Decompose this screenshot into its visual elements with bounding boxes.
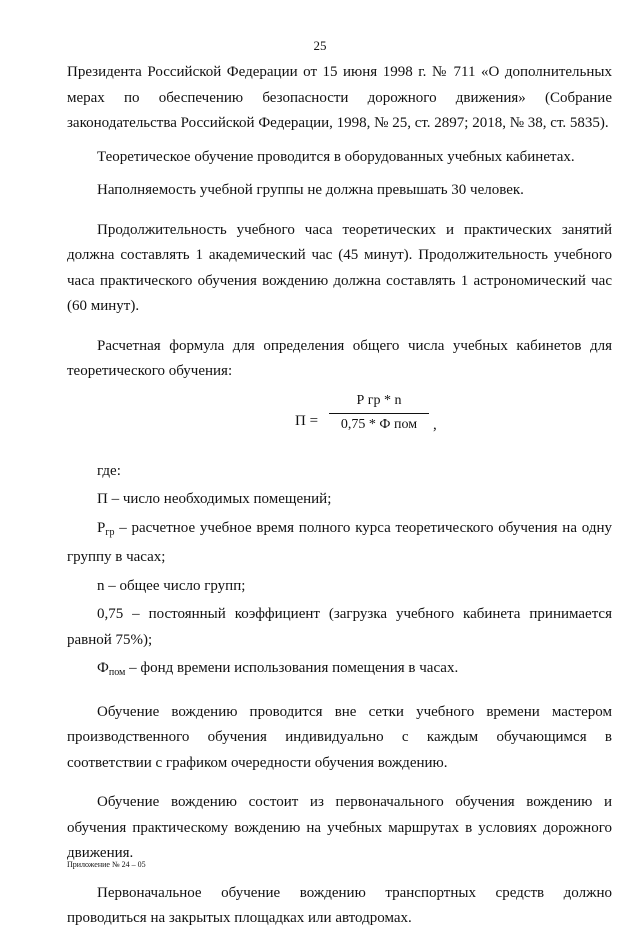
definition-study-time: [67, 516, 612, 571]
symbol-p: Р: [97, 519, 106, 536]
definition-time-fund: [67, 656, 612, 686]
classroom-count-formula: [67, 391, 612, 451]
definition-groups: n – общее число групп;: [97, 577, 246, 594]
paragraph-group-size: Наполняемость учебной группы не должна превышать 30 человек.: [97, 182, 524, 198]
paragraph-driving-structure: Обучение вождению состоит из первоначального обучения вождению и обучения практическому вождению на учебных маршрутах в условиях дорожного движения.: [67, 794, 612, 861]
page-number: 25: [313, 38, 327, 53]
formula-fraction: [329, 391, 429, 436]
paragraph-theory-classrooms: Теоретическое обучение проводится в оборудованных учебных кабинетах.: [97, 148, 575, 165]
symbol-f-subscript: пом: [108, 667, 126, 678]
symbol-f: Ф: [97, 660, 109, 676]
footer-annex: Приложение № 24 – 05: [67, 860, 146, 869]
definition-rooms: П – число необходимых помещений;: [97, 491, 332, 507]
definition-time-fund-text: – фонд времени использования помещения в часах.: [125, 660, 459, 676]
paragraph-where: где:: [97, 462, 121, 479]
paragraph-lesson-duration: Продолжительность учебного часа теоретических и практических занятий должна составлять 1 академический час (45 минут). Продолжительность учебного часа практического обучения вождению должна составлять 1 астрономический час (60 минут).: [67, 221, 612, 314]
definition-coefficient: 0,75 – постоянный коэффициент (загрузка учебного кабинета принимается равной 75%);: [67, 606, 612, 648]
paragraph-initial-training: Первоначальное обучение вождению транспортных средств должно проводиться на закрытых площадках или автодромах.: [67, 884, 612, 926]
formula-comma: ,: [433, 416, 437, 433]
paragraph-driving-training: Обучение вождению проводится вне сетки учебного времени мастером производственного обучения индивидуально с каждым обучающимся в соответствии с графиком очередности обучения вождению.: [67, 703, 612, 771]
paragraph-continuation: Президента Российской Федерации от 15 июня 1998 г. № 711 «О дополнительных мерах по обеспечению безопасности дорожного движения» (Собрание законодательства Российской Федерации, 1998, № 25, ст. 2897; 2018, № 38, ст. 5835).: [67, 64, 612, 131]
paragraph-formula-intro: Расчетная формула для определения общего числа учебных кабинетов для теоретического обучения:: [67, 337, 612, 379]
document-body: [67, 60, 612, 932]
definition-study-time-text: – расчетное учебное время полного курса теоретического обучения на одну группу в часах;: [67, 519, 612, 565]
symbol-p-subscript: гр: [105, 526, 115, 538]
formula-numerator: Р гр * n: [329, 391, 429, 414]
formula-denominator: 0,75 * Ф пом: [340, 416, 418, 432]
formula-lhs: П =: [295, 412, 319, 429]
